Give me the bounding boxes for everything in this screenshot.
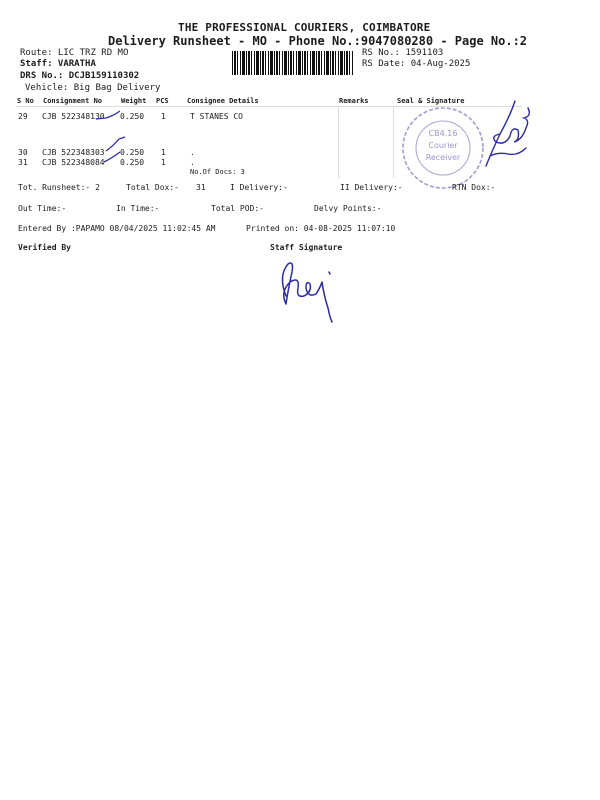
row-pcs: 1	[161, 112, 166, 121]
ii-delivery: II Delivery:-	[340, 183, 403, 192]
receiver-signature	[470, 96, 540, 176]
header-sno: S No	[17, 97, 34, 105]
row-pcs: 1	[161, 148, 166, 157]
staff-signature-label: Staff Signature	[270, 243, 343, 252]
staff-label: Staff: VARATHA	[20, 59, 96, 69]
i-delivery: I Delivery:-	[230, 183, 288, 192]
total-pod: Total POD:-	[211, 204, 264, 213]
runsheet-title: Delivery Runsheet - MO - Phone No.:9047080280 - Page No.:2	[108, 34, 528, 48]
rs-date: RS Date: 04-Aug-2025	[362, 59, 471, 69]
rtn-dox: RTN Dox:-	[452, 183, 496, 192]
header-consignment: Consignment No	[43, 97, 103, 105]
stamp-line: Courier	[428, 141, 458, 150]
row-sno: 31	[18, 158, 28, 167]
header-weight: Weight	[121, 97, 147, 105]
route-label: Route: LIC TRZ RD MO	[20, 48, 129, 58]
row-pcs: 1	[161, 158, 166, 167]
printed-on: Printed on: 04-08-2025 11:07:10	[246, 224, 396, 233]
total-dox-value: 31	[196, 183, 206, 192]
row-sno: 30	[18, 148, 28, 157]
vehicle-label: Vehicle: Big Bag Delivery	[25, 83, 161, 93]
row-weight: 0.250	[120, 158, 145, 167]
header-consignee: Consignee Details	[187, 97, 259, 105]
header-seal: Seal & Signature	[397, 97, 465, 105]
row-consignment: CJB 522348303	[42, 148, 105, 157]
tick-mark	[104, 152, 120, 162]
out-time: Out Time:-	[18, 204, 67, 213]
in-time: In Time:-	[116, 204, 160, 213]
row-consignment: CJB 522348130	[42, 112, 105, 121]
total-dox-label: Total Dox:-	[126, 183, 179, 192]
row-consignment: CJB 522348084	[42, 158, 105, 167]
header-pcs: PCS	[156, 97, 169, 105]
drs-number: DRS No.: DCJB159110302	[20, 71, 140, 81]
delvy-points: Delvy Points:-	[314, 204, 382, 213]
row-consignee: .	[190, 148, 195, 157]
row-consignee: .	[190, 158, 195, 167]
verified-by: Verified By	[18, 243, 71, 252]
tick-mark	[96, 111, 120, 119]
header-remarks: Remarks	[339, 97, 369, 105]
staff-signature	[272, 256, 352, 326]
row-weight: 0.250	[120, 148, 145, 157]
stamp-line: CB4.16	[428, 129, 458, 138]
no-of-docs: No.Of Docs: 3	[190, 168, 245, 176]
tot-runsheet: Tot. Runsheet:- 2	[18, 183, 100, 192]
company-title: THE PROFESSIONAL COURIERS, COIMBATORE	[178, 21, 431, 34]
row-consignee: T STANES CO	[190, 112, 243, 121]
row-weight: 0.250	[120, 112, 145, 121]
stamp-line: Receiver	[425, 153, 461, 162]
row-sno: 29	[18, 112, 28, 121]
tick-mark	[106, 137, 125, 151]
entered-by: Entered By :PAPAMO 08/04/2025 11:02:45 AM	[18, 224, 216, 233]
rs-number: RS No.: 1591103	[362, 48, 444, 58]
